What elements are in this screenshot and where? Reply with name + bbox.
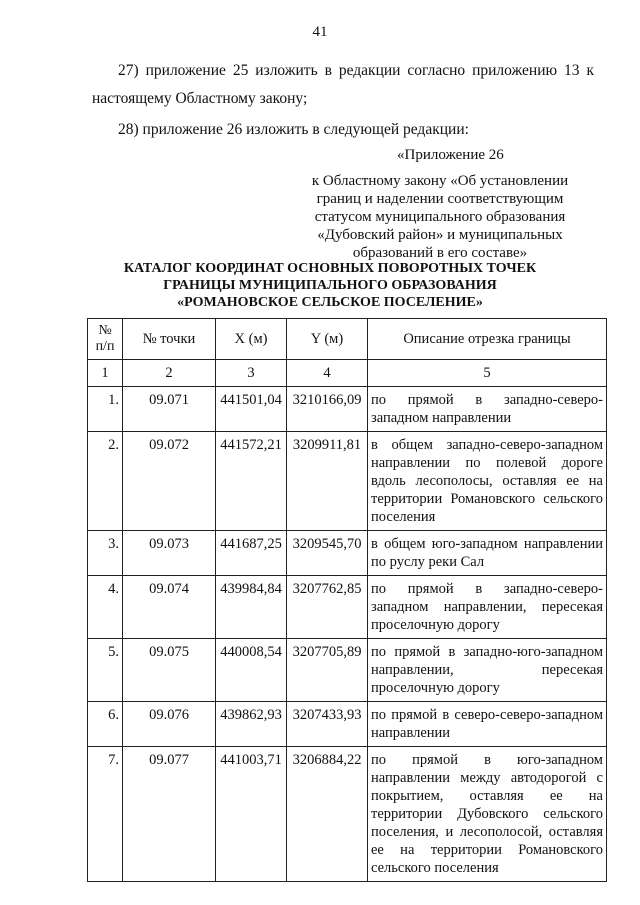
cell-row-number: 1.	[88, 387, 123, 432]
cell-description: в общем западно-северо-западном направлении по полевой дороге вдоль лесополосы, оставляя ее на территории Романовского сельского поселения	[368, 432, 607, 531]
cell-x: 441572,21	[216, 432, 287, 531]
table-header-row	[88, 319, 607, 360]
cell-x: 441687,25	[216, 531, 287, 576]
column-index: 2	[123, 360, 216, 387]
header-no-line1: №	[98, 323, 112, 338]
cell-row-number: 4.	[88, 576, 123, 639]
catalog-title-line: КАТАЛОГ КООРДИНАТ ОСНОВНЫХ ПОВОРОТНЫХ ТОЧЕК	[123, 261, 537, 276]
header-x: X (м)	[216, 319, 287, 360]
appendix-line: статусом муниципального образования	[314, 209, 566, 225]
cell-row-number: 7.	[88, 747, 123, 882]
catalog-title	[95, 260, 565, 311]
cell-y: 3210166,09	[287, 387, 368, 432]
appendix-line: «Дубовский район» и муниципальных	[317, 227, 563, 243]
column-index: 1	[88, 360, 123, 387]
header-y: Y (м)	[287, 319, 368, 360]
paragraph-27-line-2: настоящему Областному закону;	[92, 90, 308, 107]
appendix-heading: «Приложение 26	[397, 147, 504, 163]
cell-description: по прямой в западно-северо-западном направлении, пересекая проселочную дорогу	[368, 576, 607, 639]
table-row	[88, 576, 607, 639]
column-index: 5	[368, 360, 607, 387]
page-number: 41	[312, 24, 328, 40]
cell-description: по прямой в северо-северо-западном направлении	[368, 702, 607, 747]
appendix-reference	[300, 146, 580, 262]
column-index-row	[88, 360, 607, 387]
cell-row-number: 3.	[88, 531, 123, 576]
cell-point: 09.074	[123, 576, 216, 639]
catalog-title-line: «РОМАНОВСКОЕ СЕЛЬСКОЕ ПОСЕЛЕНИЕ»	[177, 295, 483, 310]
cell-point: 09.071	[123, 387, 216, 432]
paragraph-27-line-1: 27) приложение 25 изложить в редакции согласно приложению 13 к	[118, 62, 594, 79]
cell-y: 3207433,93	[287, 702, 368, 747]
appendix-line: к Областному закону «Об установлении	[311, 173, 569, 189]
appendix-line: границ и наделении соответствующим	[316, 191, 564, 207]
cell-row-number: 5.	[88, 639, 123, 702]
cell-y: 3207705,89	[287, 639, 368, 702]
cell-y: 3209911,81	[287, 432, 368, 531]
cell-point: 09.076	[123, 702, 216, 747]
cell-y: 3209545,70	[287, 531, 368, 576]
cell-x: 439984,84	[216, 576, 287, 639]
header-row-number	[88, 319, 123, 360]
column-index: 4	[287, 360, 368, 387]
catalog-title-line: ГРАНИЦЫ МУНИЦИПАЛЬНОГО ОБРАЗОВАНИЯ	[163, 278, 497, 293]
cell-point: 09.072	[123, 432, 216, 531]
paragraph-28: 28) приложение 26 изложить в следующей редакции:	[118, 121, 469, 138]
cell-description: по прямой в юго-западном направлении между автодорогой с покрытием, оставляя ее на территории Дубовского сельского поселения, и лесополосой, оставляя ее на территории Романовского сельского поселения	[368, 747, 607, 882]
header-description: Описание отрезка границы	[368, 319, 607, 360]
cell-y: 3206884,22	[287, 747, 368, 882]
cell-x: 440008,54	[216, 639, 287, 702]
cell-row-number: 6.	[88, 702, 123, 747]
cell-description: по прямой в западно-северо-западном направлении	[368, 387, 607, 432]
header-point: № точки	[123, 319, 216, 360]
cell-x: 441003,71	[216, 747, 287, 882]
cell-point: 09.077	[123, 747, 216, 882]
table-row	[88, 387, 607, 432]
header-no-line2: п/п	[95, 339, 115, 354]
cell-description: в общем юго-западном направлении по руслу реки Сал	[368, 531, 607, 576]
cell-description: по прямой в западно-юго-западном направлении, пересекая проселочную дорогу	[368, 639, 607, 702]
table-row	[88, 639, 607, 702]
cell-y: 3207762,85	[287, 576, 368, 639]
column-index: 3	[216, 360, 287, 387]
cell-point: 09.073	[123, 531, 216, 576]
cell-x: 439862,93	[216, 702, 287, 747]
table-row	[88, 702, 607, 747]
appendix-line: образований в его составе»	[352, 245, 528, 261]
coordinates-table	[87, 318, 607, 882]
cell-row-number: 2.	[88, 432, 123, 531]
cell-point: 09.075	[123, 639, 216, 702]
cell-x: 441501,04	[216, 387, 287, 432]
table-row	[88, 432, 607, 531]
table-row	[88, 747, 607, 882]
table-row	[88, 531, 607, 576]
